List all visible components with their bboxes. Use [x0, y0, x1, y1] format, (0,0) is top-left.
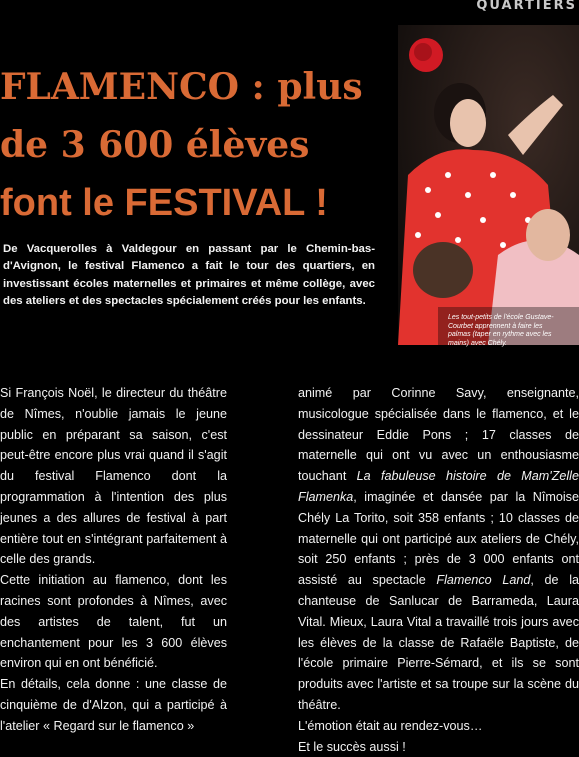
lead-paragraph: De Vacquerolles à Valdegour en passant par le Chemin-bas-d'Avignon, le festival Flamenco a fait le tour des quartiers, en investissant écoles maternelles et primaires et même collège, avec des ateliers et des spectacles spécialement créés pour les enfants.: [3, 243, 375, 308]
body-text: , de la chanteuse de Sanlucar de Barrameda, Laura Vital. Mieux, Laura Vital a travaillé trois jours avec les élèves de la classe de Rafaële Baptiste, de l'école primaire Pierre-Sémard, et ils se sont produits avec l'artiste et sa troupe sur la scène du théâtre.: [298, 573, 579, 712]
show-title: La fabuleuse histoire de Mam'Zelle Flamenka: [298, 469, 579, 504]
photo-caption: Les tout-petits de l'école Gustave-Courbet apprennent à faire les palmas (taper en rythme avec les mains) avec Chély.: [448, 314, 554, 347]
headline: [0, 58, 390, 232]
flamenco-photo: [398, 25, 579, 345]
section-label: QUARTIERS: [476, 0, 577, 13]
body-paragraph: Et le succès aussi !: [298, 739, 406, 754]
body-paragraph: L'émotion était au rendez-vous…: [298, 718, 483, 733]
body-paragraph: Si François Noël, le directeur du théâtre de Nîmes, n'oublie jamais le jeune public en préparant sa saison, c'est peut-être encore plus vrai quand il s'agit du festival Flamenco dont la programmation à l'intention des plus jeunes a des allures de festival à part entière tout en s'intégrant parfaitement à celle des grands.: [0, 386, 227, 567]
body-paragraph: En détails, cela donne : une classe de cinquième de d'Alzon, qui a participé à l'atelier « Regard sur le flamenco »: [0, 677, 227, 733]
body-text: animé par Corinne Savy, enseignante, musicologue spécialisée dans le flamenco, et le dessinateur Eddie Pons ; 17 classes de maternelle qui ont vu avec un enthousiasme touchant: [298, 386, 579, 484]
body-column-right: [298, 383, 579, 757]
body-paragraph: [298, 383, 579, 716]
body-paragraph: Cette initiation au flamenco, dont les racines sont profondes à Nîmes, avec des artistes de talent, fut un enchantement pour les 3 600 élèves environ qui en ont bénéficié.: [0, 573, 227, 671]
headline-line-2: de 3 600 élèves: [0, 124, 310, 166]
headline-line-3: font le FESTIVAL !: [0, 182, 328, 224]
show-title: Flamenco Land: [436, 573, 531, 588]
headline-line-1: FLAMENCO : plus: [0, 66, 363, 108]
body-text: , imaginée et dansée par la Nîmoise Chély La Torito, soit 358 enfants ; 10 classes de maternelle qui ont participé aux ateliers de Chély, soit 250 enfants ; près de 3 000 enfants ont assisté au spectacle: [298, 489, 579, 588]
body-column-left: [0, 383, 227, 737]
